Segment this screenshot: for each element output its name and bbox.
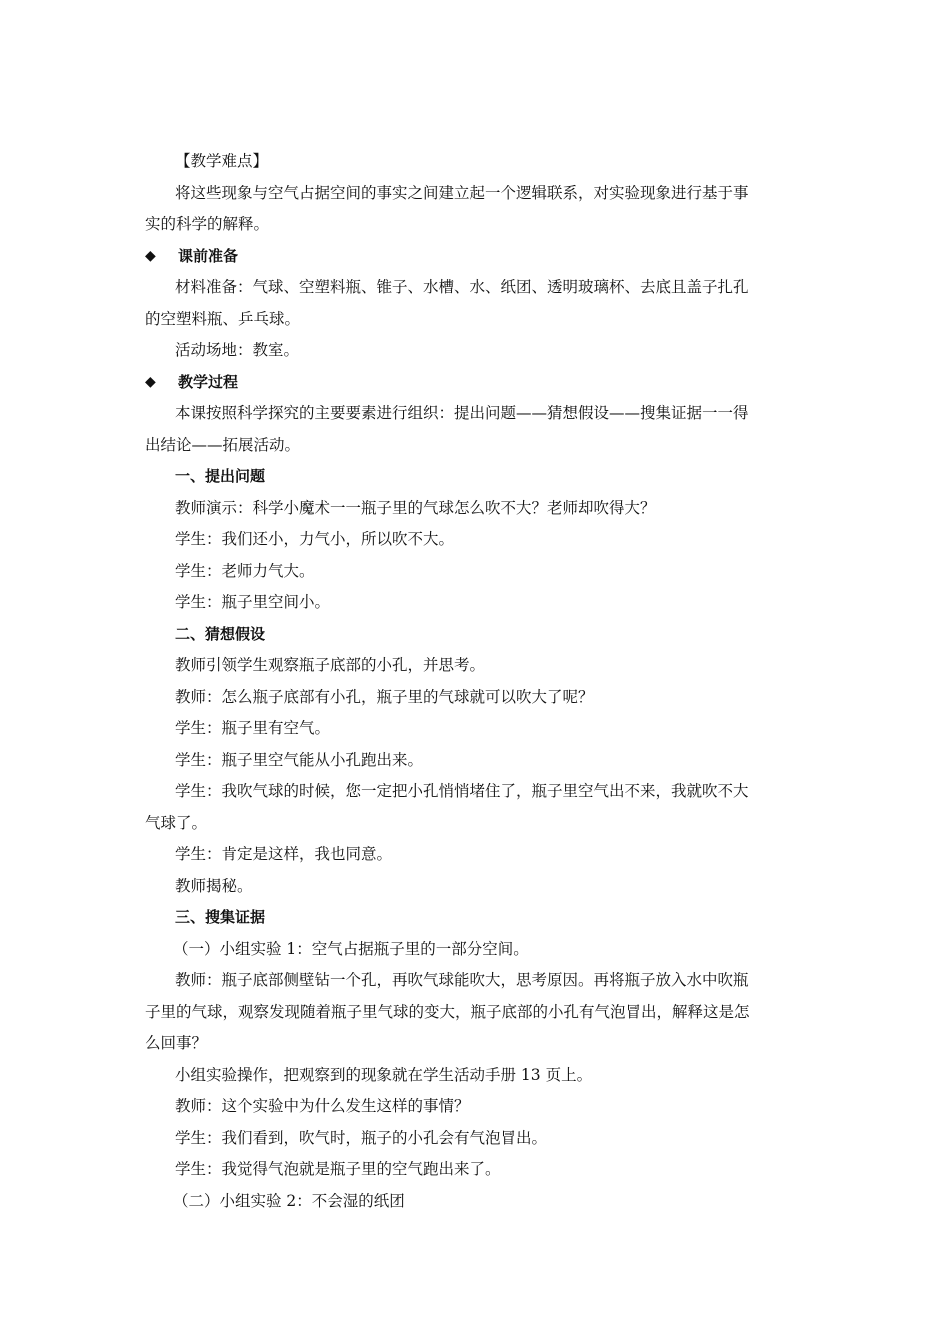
section-1-line: 学生：老师力气大。 [175,561,315,580]
materials-line-1: 材料准备：气球、空塑料瓶、锥子、水槽、水、纸团、透明玻璃杯、去底且盖子扎孔 [175,278,749,296]
section-2-line: 学生：瓶子里有空气。 [175,719,331,737]
process-heading: 教学过程 [178,372,239,391]
section-2-heading: 二、猜想假设 [175,624,266,643]
teacher-line-3: 么回事？ [145,1034,208,1052]
preparation-heading: 课前准备 [178,246,239,265]
process-intro-line-1: 本课按照科学探究的主要要素进行组织：提出问题——猜想假设——搜集证据一一得 [175,404,749,422]
experiment-2-title: （二）小组实验 2：不会湿的纸团 [173,1191,405,1210]
section-1-line: 学生：瓶子里空间小。 [175,593,331,611]
section-2-long-line-1: 学生：我吹气球的时候，您一定把小孔悄悄堵住了，瓶子里空气出不来，我就吹不大 [175,782,749,800]
diamond-bullet-icon: ◆ [145,373,156,390]
process-intro-line-2: 出结论——拓展活动。 [145,435,301,454]
section-3-line: 学生：我觉得气泡就是瓶子里的空气跑出来了。 [175,1160,501,1178]
diamond-bullet-icon: ◆ [145,247,156,264]
section-3-heading: 三、搜集证据 [175,908,266,926]
document-page [145,146,807,1217]
section-2-line: 教师引领学生观察瓶子底部的小孔，并思考。 [175,656,486,674]
venue-line: 活动场地：教室。 [175,341,300,359]
section-3-line: 教师：这个实验中为什么发生这样的事情？ [175,1097,470,1115]
section-3-line: 学生：我们看到，吹气时，瓶子的小孔会有气泡冒出。 [175,1128,548,1147]
difficulty-text-line-1: 将这些现象与空气占据空间的事实之间建立起一个逻辑联系，对实验现象进行基于事 [175,183,749,202]
section-2-line: 教师：怎么瓶子底部有小孔，瓶子里的气球就可以吹大了呢？ [175,687,594,706]
materials-line-2: 的空塑料瓶、乒乓球。 [145,309,301,328]
section-1-line: 教师演示：科学小魔术一一瓶子里的气球怎么吹不大？老师却吹得大？ [175,498,656,517]
difficulty-text-line-2: 实的科学的解释。 [145,215,270,233]
preparation-heading-row [145,241,807,273]
section-3-line: 小组实验操作，把观察到的现象就在学生活动手册 13 页上。 [175,1065,593,1084]
section-2-line: 学生：瓶子里空气能从小孔跑出来。 [175,750,424,769]
section-2-line: 教师揭秘。 [175,876,253,895]
section-2-long-line-2: 气球了。 [145,813,208,832]
section-1-heading: 一、提出问题 [175,467,266,485]
teacher-line-1: 教师：瓶子底部侧壁钻一个孔，再吹气球能吹大，思考原因。再将瓶子放入水中吹瓶 [175,971,749,989]
teacher-line-2: 子里的气球，观察发现随着瓶子里气球的变大，瓶子底部的小孔有气泡冒出，解释这是怎 [145,1002,750,1021]
difficulty-heading: 【教学难点】 [175,152,269,170]
section-1-line: 学生：我们还小，力气小，所以吹不大。 [175,530,455,548]
experiment-1-title: （一）小组实验 1：空气占据瓶子里的一部分空间。 [173,939,529,958]
section-2-line: 学生：肯定是这样，我也同意。 [175,845,393,863]
process-heading-row [145,367,807,399]
